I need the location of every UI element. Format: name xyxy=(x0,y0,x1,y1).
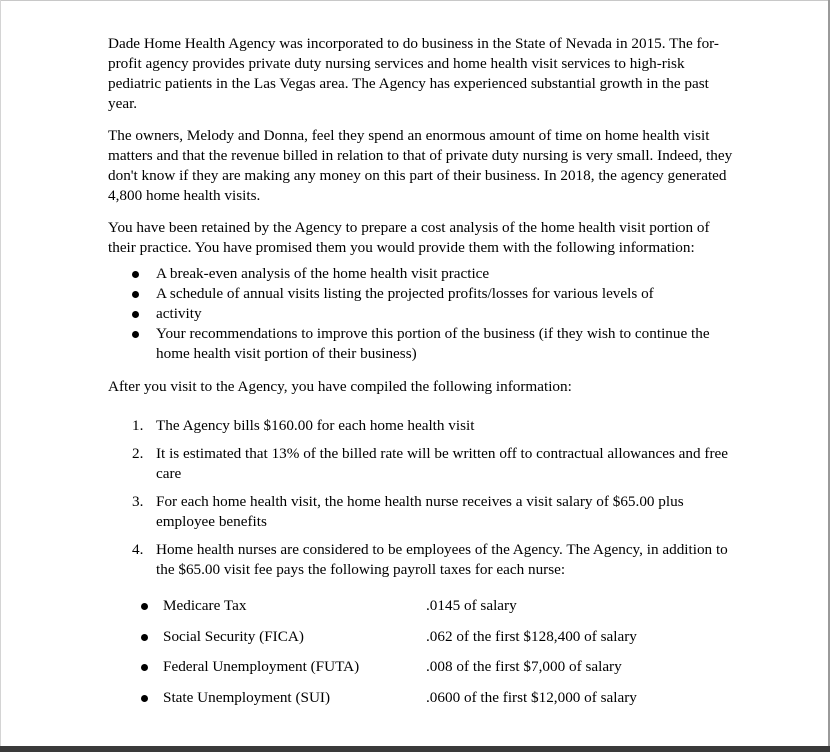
tax-row-medicare xyxy=(108,596,738,616)
list-item: A schedule of annual visits listing the projected profits/losses for various levels of xyxy=(108,284,738,304)
paragraph-compiled: After you visit to the Agency, you have compiled the following information: xyxy=(108,378,572,395)
list-item: 4. Home health nurses are considered to be employees of the Agency. The Agency, in addition to the $65.00 visit fee pays the following payroll taxes for each nurse: xyxy=(132,541,728,578)
tax-name: Social Security (FICA) xyxy=(163,627,304,645)
tax-rate: .0145 of salary xyxy=(426,597,517,614)
tax-name: Federal Unemployment (FUTA) xyxy=(163,658,360,675)
bullet-icon xyxy=(141,664,148,671)
facts-list xyxy=(108,416,738,580)
tax-row-sui xyxy=(108,688,738,708)
bullet-icon xyxy=(132,311,139,318)
tax-row-fica xyxy=(108,627,738,647)
list-item: Your recommendations to improve this portion of the business (if they wish to continue the home health visit portion of their business) xyxy=(108,324,738,364)
paragraph-retained: You have been retained by the Agency to prepare a cost analysis of the home health visit portion of their practice. You have promised them you would provide them with the following information: xyxy=(108,219,710,256)
tax-rate: .062 of the first $128,400 of salary xyxy=(426,627,637,645)
tax-name: Medicare Tax xyxy=(163,597,247,614)
paragraph-intro: Dade Home Health Agency was incorporated to do business in the State of Nevada in 2015. The for-profit agency provides private duty nursing services and home health visit services to high-risk pediatric patients in the Las Vegas area. The Agency has experienced substantial growth in the past year. xyxy=(108,35,719,112)
tax-rate: .008 of the first $7,000 of salary xyxy=(426,658,622,675)
bullet-icon xyxy=(132,331,139,338)
page-border-top xyxy=(0,0,830,1)
bullet-icon xyxy=(132,271,139,278)
bullet-icon xyxy=(141,695,148,702)
page-border-bottom xyxy=(0,746,830,752)
list-item: 2. It is estimated that 13% of the billed rate will be written off to contractual allowances and free care xyxy=(132,445,729,482)
bullet-icon xyxy=(132,291,139,298)
tax-row-futa xyxy=(108,657,738,677)
list-item: 1. The Agency bills $160.00 for each home health visit xyxy=(132,417,475,434)
bullet-icon xyxy=(141,634,148,641)
list-item: activity xyxy=(108,304,738,324)
bullet-icon xyxy=(141,603,148,610)
list-item: A break-even analysis of the home health visit practice xyxy=(108,264,738,284)
list-item: 3. For each home health visit, the home health nurse receives a visit salary of $65.00 plus employee benefits xyxy=(132,493,684,530)
page-border-left xyxy=(0,0,1,752)
tax-name: State Unemployment (SUI) xyxy=(163,688,331,706)
document-body xyxy=(108,34,738,718)
payroll-taxes-list xyxy=(108,596,738,708)
tax-rate: .0600 of the first $12,000 of salary xyxy=(426,688,637,706)
deliverables-list xyxy=(108,264,738,364)
paragraph-owners: The owners, Melody and Donna, feel they spend an enormous amount of time on home health visit matters and that the revenue billed in relation to that of private duty nursing is very small. Indeed, they don't know if they are making any money on this part of their business. In 2018, the agency generated 4,800 home health visits. xyxy=(108,127,733,204)
